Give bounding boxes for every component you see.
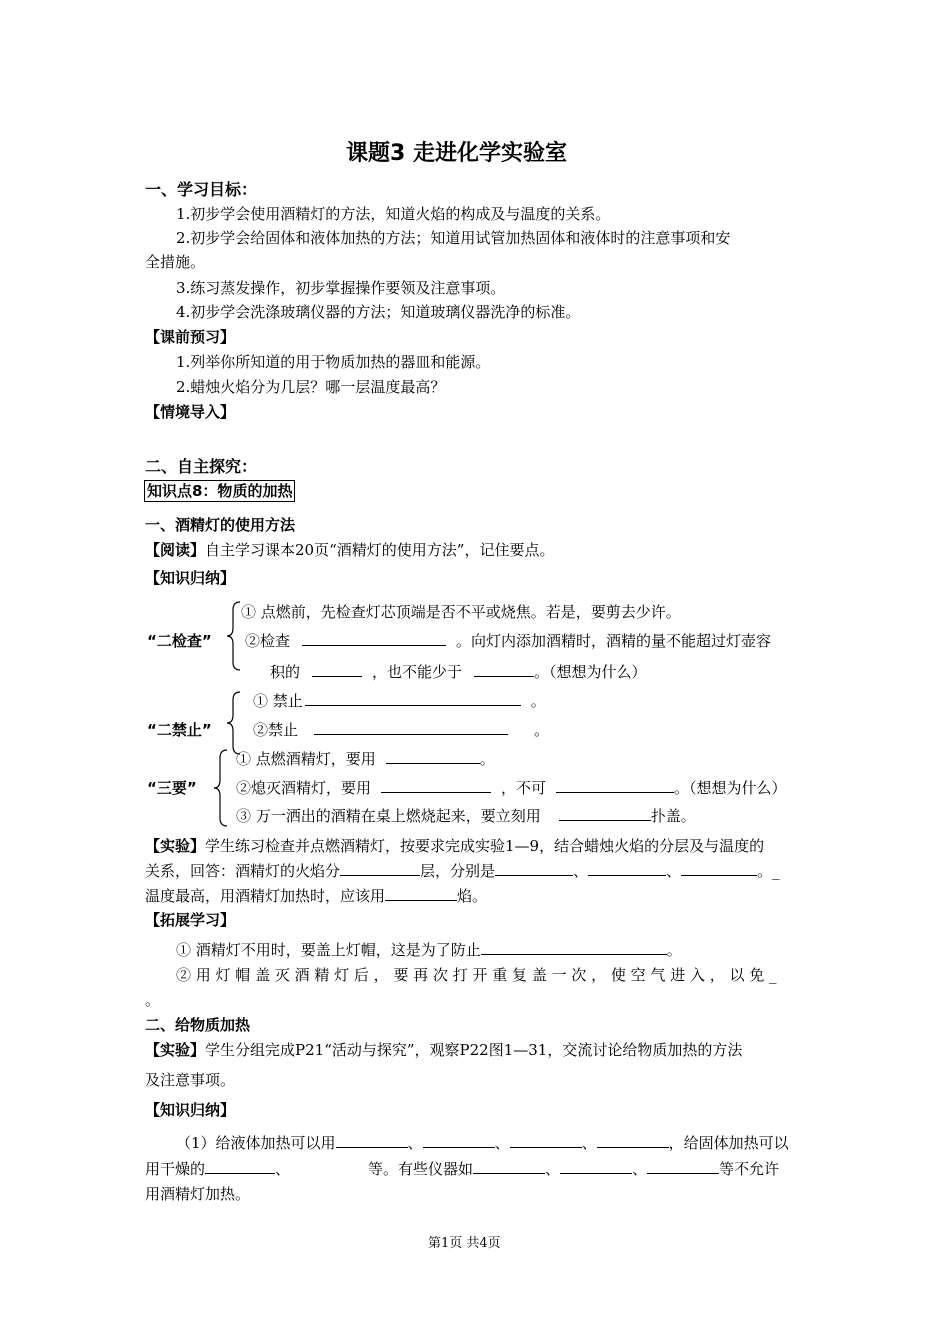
check-line-1: ① 点燃前，先检查灯芯顶端是否不平或烧焦。若是，要剪去少许。 [241, 603, 681, 621]
left-brace-icon [226, 600, 242, 672]
experiment-line-1: 【实验】学生练习检查并点燃酒精灯，按要求完成实验1—9，结合蜡烛火焰的分层及与温度的 [145, 837, 765, 855]
experiment2-line-1: 【实验】学生分组完成P21“活动与探究”，观察P22图1—31，交流讨论给物质加热的方法 [145, 1041, 743, 1059]
reading-line [145, 540, 554, 560]
extend-line-2-end: 。 [145, 991, 161, 1009]
left-brace-icon [213, 748, 229, 828]
experiment-line-3: 温度最高，用酒精灯加热时，应该用 焰。 [145, 887, 488, 905]
goal-item: 1.初步学会使用酒精灯的方法，知道火焰的构成及与温度的关系。 [176, 205, 611, 223]
summary-heading: 【知识归纳】 [145, 569, 236, 587]
summary-heading: 【知识归纳】 [145, 1101, 236, 1119]
goal-item: 4.初步学会洗涤玻璃仪器的方法；知道玻璃仪器洗净的标准。 [176, 303, 581, 321]
left-brace-icon [226, 690, 242, 756]
subsection-heading: 二、给物质加热 [145, 1016, 251, 1034]
experiment2-line-2: 及注意事项。 [145, 1071, 236, 1089]
preview-heading: 【课前预习】 [145, 328, 236, 346]
goal-item: 全措施。 [145, 253, 206, 271]
preview-item: 1.列举你所知道的用于物质加热的器皿和能源。 [176, 353, 491, 371]
experiment-line-2: 关系，回答：酒精灯的火焰分 层，分别是 、 、 。_ [145, 862, 780, 880]
extend-line-1: ① 酒精灯不用时，要盖上灯帽，这是为了防止 。 [176, 941, 682, 959]
summary2-line-1: （1）给液体加热可以用 、 、 、 ，给固体加热可以 [176, 1134, 789, 1152]
check-line-3: 积的 ，也不能少于 。（想想为什么） [270, 663, 647, 681]
goal-item: 3.练习蒸发操作，初步掌握操作要领及注意事项。 [176, 279, 506, 297]
forbid-label: “二禁止” [147, 721, 212, 739]
page-footer: 第1页 共4页 [428, 1236, 501, 1251]
reading-tag: 【阅读】 [145, 541, 206, 559]
forbid-line-2: ②禁止 。 [253, 721, 550, 739]
three-line-1: ① 点燃酒精灯，要用 。 [236, 750, 495, 768]
knowledge-point-box: 知识点8：物质的加热 [144, 480, 295, 502]
three-line-3: ③ 万一洒出的酒精在桌上燃烧起来，要立刻用 扑盖。 [236, 807, 696, 825]
reading-text: 自主学习课本20页“酒精灯的使用方法”，记住要点。 [205, 541, 555, 559]
forbid-line-1: ① 禁止 。 [253, 692, 546, 710]
three-line-2: ②熄灭酒精灯，要用 ，不可 。（想想为什么） [236, 779, 787, 797]
subsection-heading: 一、酒精灯的使用方法 [145, 516, 296, 534]
extend-line-2: ② 用 灯 帽 盖 灭 酒 精 灯 后 ， 要 再 次 打 开 重 复 盖 一 次 ， 使 空 气 进 入 ， 以 免 _ [176, 966, 777, 984]
summary2-line-3: 用酒精灯加热。 [145, 1185, 251, 1203]
goal-item: 2.初步学会给固体和液体加热的方法；知道用试管加热固体和液体时的注意事项和安 [176, 229, 731, 247]
three-label: “三要” [147, 779, 197, 797]
extend-heading: 【拓展学习】 [145, 911, 236, 929]
section-heading: 一、学习目标： [145, 180, 258, 199]
check-label: “二检查” [147, 632, 212, 650]
summary2-line-2: 用干燥的 、 等。有些仪器如 、 、 等不允许 [145, 1160, 780, 1178]
check-line-2: ②检查 。向灯内添加酒精时，酒精的量不能超过灯壶容 [245, 632, 772, 650]
preview-item: 2.蜡烛火焰分为几层？哪一层温度最高？ [176, 378, 446, 396]
section-heading: 二、自主探究： [145, 457, 258, 476]
intro-heading: 【情境导入】 [145, 403, 236, 421]
page-title: 课题3 走进化学实验室 [346, 141, 567, 166]
